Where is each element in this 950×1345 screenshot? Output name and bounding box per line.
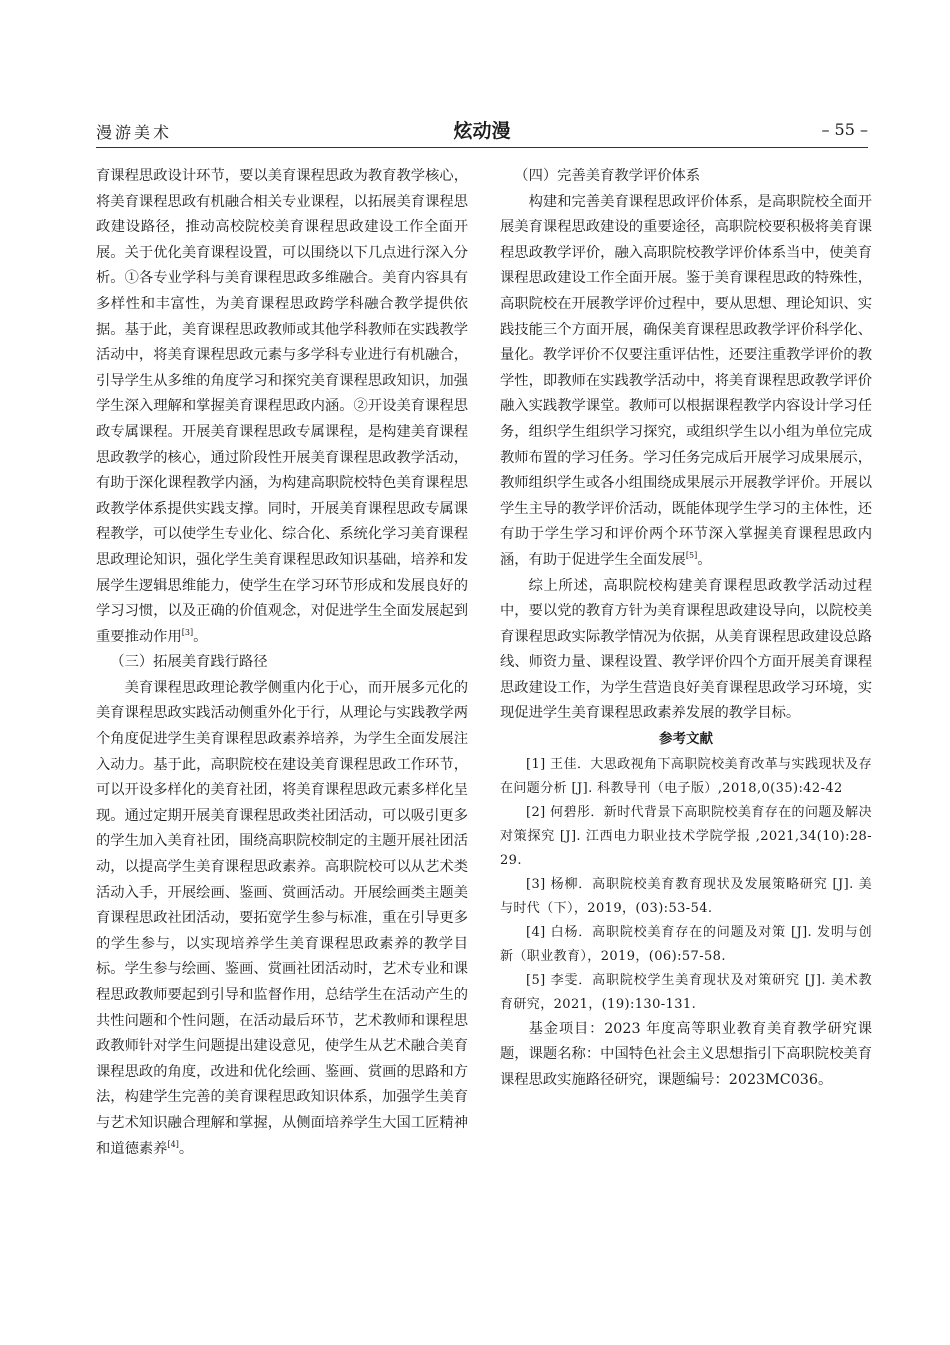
period: 。 (193, 628, 208, 645)
page-number: – 55 – (821, 120, 868, 139)
citation: [4] (167, 1139, 179, 1149)
reference-item: [2] 何碧彤．新时代背景下高职院校美育存在的问题及解决对策探究 [J]. 江西电力职业技术学院学报 ,2021,34(10):28-29. (500, 804, 872, 868)
citation: [5] (685, 550, 698, 560)
right-column (500, 164, 872, 1093)
period: 。 (697, 551, 712, 568)
section-heading-3: （三）拓展美育践行路径 (110, 654, 268, 671)
section-heading-4: （四）完善美育教学评价体系 (514, 168, 701, 184)
reference-item: [5] 李雯．高职院校学生美育现状及对策研究 [J]. 美术教育研究，2021，(19):130-131. (500, 972, 872, 1012)
journal-name: 漫游美术 (96, 123, 173, 142)
citation: [3] (181, 627, 194, 637)
reference-item: [4] 白杨．高职院校美育存在的问题及对策 [J]. 发明与创新（职业教育），2019，(06):57-58. (500, 924, 872, 964)
paragraph-text: 美育课程思政理论教学侧重内化于心，而开展多元化的美育课程思政实践活动侧重外化于行，从理论与实践教学两个角度促进学生美育课程思政素养培养，为学生全面发展注入动力。基于此，高职院校在建设美育课程思政工作环节，可以开设多样化的美育社团，将美育课程思政元素多样化呈现。通过定期开展美育课程思政类社团活动，可以吸引更多的学生加入美育社团，围绕高职院校制定的主题开展社团活动，以提高学生美育课程思政素养。高职院校可以从艺术类活动入手，开展绘画、鉴画、赏画活动。开展绘画类主题美育课程思政社团活动，要拓宽学生参与标准，重在引导更多的学生参与，以实现培养学生美育课程思政素养的教学目标。学生参与绘画、鉴画、赏画社团活动时，艺术专业和课程思政教师要起到引导和监督作用，总结学生在活动产生的共性问题和个性问题，在活动最后环节，艺术教师和课程思政教师针对学生问题提出建设意见，使学生从艺术融合美育课程思政的角度，改进和优化绘画、鉴画、赏画的思路和方法，构建学生完善的美育课程思政知识体系，加强学生美育与艺术知识融合理解和掌握，从侧面培养学生大国工匠精神和道德素养 (96, 679, 468, 1157)
period: 。 (178, 1140, 194, 1157)
paragraph-evaluation (500, 190, 872, 574)
reference-item: [3] 杨柳．高职院校美育教育现状及发展策略研究 [J]. 美与时代（下），2019，(03):53-54. (500, 876, 872, 916)
left-column (96, 164, 468, 1162)
section-title: 炫动漫 (453, 120, 511, 142)
reference-item: [1] 王佳．大思政视角下高职院校美育改革与实践现状及存在问题分析 [J]. 科教导刊（电子版）,2018,0(35):42-42 (500, 756, 872, 796)
header-rule (96, 147, 868, 148)
references-heading: 参考文献 (659, 731, 713, 748)
paragraph-course-setting (96, 164, 468, 650)
fund-note: 基金项目：2023 年度高等职业教育美育教学研究课题，课题名称：中国特色社会主义思想指引下高职院校美育课程思政实施路径研究，课题编号：2023MC036。 (500, 1020, 872, 1088)
paragraph-conclusion: 综上所述，高职院校构建美育课程思政教学活动过程中，要以党的教育方针为美育课程思政建设导向，以院校美育课程思政实际教学情况为依据，从美育课程思政建设总路线、师资力量、课程设置、教学评价四个方面开展美育课程思政建设工作，为学生营造良好美育课程思政学习环境，实现促进学生美育课程思政素养发展的教学目标。 (500, 577, 872, 722)
paragraph-practice-path (96, 676, 468, 1162)
page-header (96, 116, 868, 146)
paragraph-text: 构建和完善美育课程思政评价体系，是高职院校全面开展美育课程思政建设的重要途径，高职院校要积极将美育课程思政教学评价，融入高职院校教学评价体系当中，使美育课程思政建设工作全面开展。鉴于美育课程思政的特殊性，高职院校在开展教学评价过程中，要从思想、理论知识、实践技能三个方面开展，确保美育课程思政教学评价科学化、量化。教学评价不仅要注重评估性，还要注重教学评价的教学性，即教师在实践教学活动中，将美育课程思政教学评价融入实践教学课堂。教师可以根据课程教学内容设计学习任务，组织学生组织学习探究，或组织学生以小组为单位完成教师布置的学习任务。学习任务完成后开展学习成果展示，教师组织学生或各小组围绕成果展示开展教学评价。开展以学生主导的教学评价活动，既能体现学生学习的主体性，还有助于学生学习和评价两个环节深入掌握美育课程思政内涵，有助于促进学生全面发展 (500, 193, 872, 568)
paragraph-text: 育课程思政设计环节，要以美育课程思政为教育教学核心，将美育课程思政有机融合相关专业课程，以拓展美育课程思政建设路径，推动高校院校美育课程思政建设工作全面开展。关于优化美育课程设置，可以围绕以下几点进行深入分析。①各专业学科与美育课程思政多维融合。美育内容具有多样性和丰富性，为美育课程思政跨学科融合教学提供依据。基于此，美育课程思政教师或其他学科教师在实践教学活动中，将美育课程思政元素与多学科专业进行有机融合，引导学生从多维的角度学习和探究美育课程思政知识，加强学生深入理解和掌握美育课程思政内涵。②开设美育课程思政专属课程。开展美育课程思政专属课程，是构建美育课程思政教学的核心，通过阶段性开展美育课程思政教学活动，有助于深化课程教学内涵，为构建高职院校特色美育课程思政教学体系提供实践支撑。同时，开展美育课程思政专属课程教学，可以使学生专业化、综合化、系统化学习美育课程思政理论知识，强化学生美育课程思政知识基础，培养和发展学生逻辑思维能力，使学生在学习环节形成和发展良好的学习习惯，以及正确的价值观念，对促进学生全面发展起到重要推动作用 (96, 168, 468, 645)
